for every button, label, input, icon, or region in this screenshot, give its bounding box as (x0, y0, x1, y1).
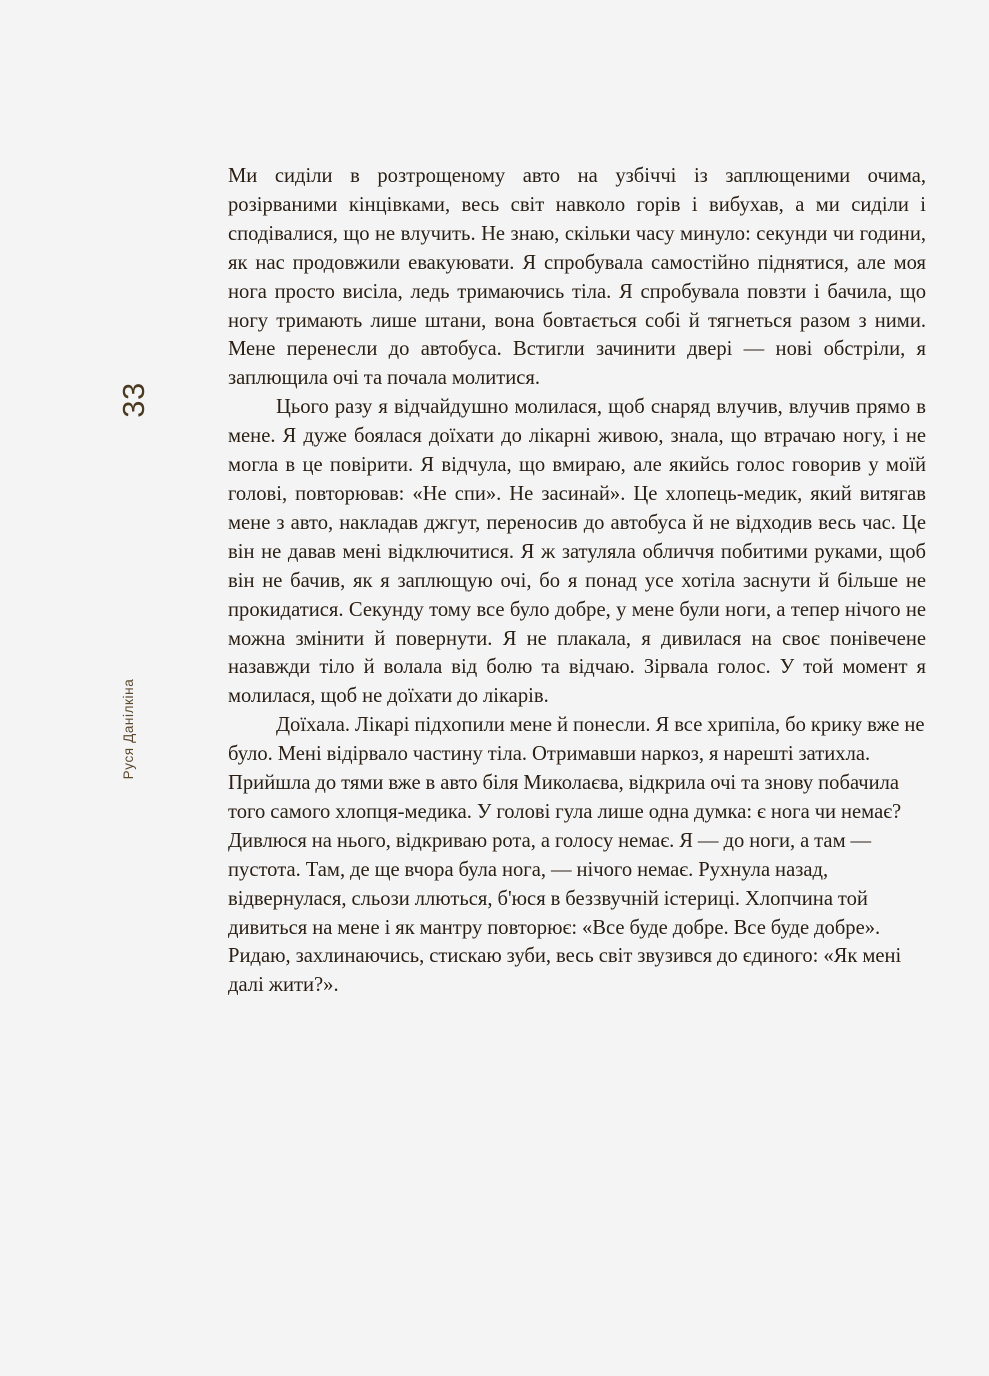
paragraph-2: Цього разу я відчайдушно молилася, щоб снаряд влучив, влучив прямо в мене. Я дуже боялася доїхати до лікарні живою, знала, що втрачаю ногу, і не могла в це повірити. Я відчула, що вмираю, але якийсь голос говорив у моїй голові, повторював: «Не спи». Не засинай». Це хлопець-медик, який витягав мене з авто, накладав джгут, переносив до автобуса й не відходив весь час. Це він не давав мені відключитися. Я ж затуляла обличчя побитими руками, щоб він не бачив, як я заплющую очі, бо я понад усе хотіла заснути й більше не прокидатися. Секунду тому все було добре, у мене були ноги, а тепер нічого не можна змінити й повернути. Я не плакала, я дивилася на своє понівечене назавжди тіло й волала від болю та відчаю. Зірвала голос. У той момент я молилася, щоб не доїхати до лікарів. (228, 396, 926, 708)
paragraph-3: Доїхала. Лікарі підхопили мене й понесли. Я все хрипіла, бо крику вже не було. Мені відірвало частину тіла. Отримавши наркоз, я нарешті затихла. Прийшла до тями вже в авто біля Миколаєва, відкрила очі та знову побачила того самого хлопця-медика. У голові гула лише одна думка: є нога чи немає? Дивлюся на нього, відкриваю рота, а голосу немає. Я — до ноги, а там — пустота. Там, де ще вчора була нога, — нічого немає. Рухнула назад, відвернулася, сльози ллються, б'юся в беззвучній істериці. Хлопчина той дивиться на мене і як мантру повторює: «Все буде добре. Все буде добре». Ридаю, захлинаючись, стискаю зуби, весь світ звузився до єдиного: «Як мені далі жити?». (228, 714, 925, 997)
running-head-author: Руся Данілкіна (120, 678, 136, 780)
paragraph-1: Ми сиділи в розтрощеному авто на узбіччі із заплющеними очима, розірваними кінцівками, весь світ навколо горів і вибухав, а ми сиділи і сподівалися, що не влучить. Не знаю, скільки часу минуло: секунди чи години, як нас продовжили евакуювати. Я спробувала самостійно піднятися, але моя нога просто висіла, ледь тримаючись тіла. Я спробувала повзти і бачила, що ногу тримають лише штани, вона бовтається собі й тягнеться разом з ними. Мене перенесли до автобуса. Встигли зачинити двері — нові обстріли, я заплющила очі та почала молитися. (228, 165, 926, 390)
left-margin (0, 0, 225, 1376)
page-number: 33 (116, 382, 151, 418)
body-text-block (228, 162, 926, 1000)
